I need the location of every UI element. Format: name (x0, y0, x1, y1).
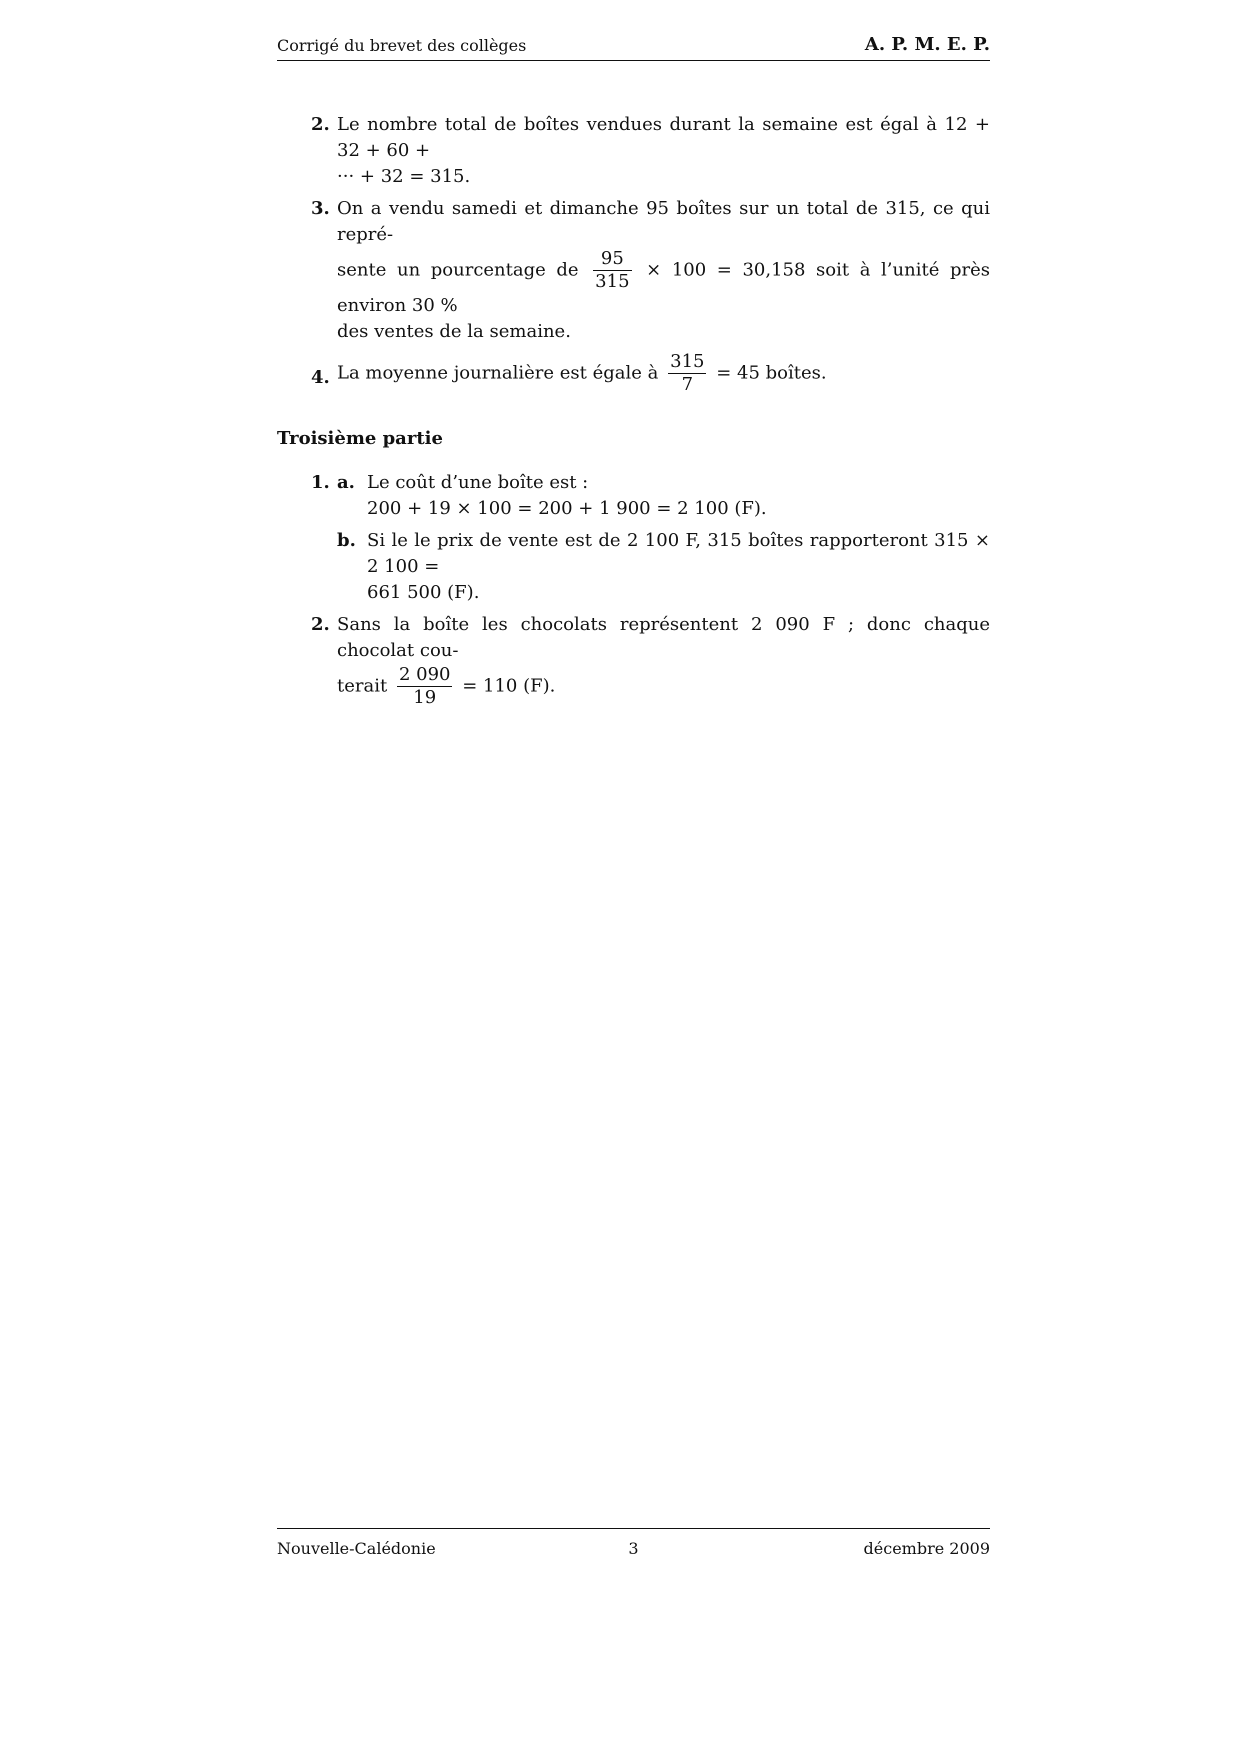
question-2 (277, 612, 990, 709)
item-number: 3. (311, 198, 330, 219)
fraction-numerator: 95 (600, 248, 624, 269)
answer-text-line: On a vendu samedi et dimanche 95 boîtes sur un total de 315, ce qui repré- (337, 198, 990, 245)
page-header (277, 36, 990, 61)
sub-label: a. (337, 472, 355, 493)
answer-text-line: 661 500 (F). (367, 582, 480, 603)
answer-text-line: 200 + 19 × 100 = 200 + 1 900 = 2 100 (F). (367, 498, 767, 519)
answer-text-line: Le nombre total de boîtes vendues durant la semaine est égal à 12 + 32 + 60 + (337, 114, 990, 161)
subquestion-b (337, 528, 990, 606)
page-footer (277, 1528, 990, 1559)
answer-2 (277, 112, 990, 190)
subquestion-a (337, 470, 990, 522)
text-fragment: × 100 = 30,158 soit à l’unité près environ 30 % (337, 259, 990, 316)
footer-location: Nouvelle-Calédonie (277, 1539, 436, 1558)
answer-text-line: Sans la boîte les chocolats représentent 2 090 F ; donc chaque chocolat cou- (337, 614, 990, 661)
section-title: Troisième partie (277, 428, 443, 449)
fraction-numerator: 315 (670, 351, 705, 372)
sub-label: b. (337, 530, 356, 551)
text-fragment: = 45 boîtes. (716, 362, 827, 384)
fraction-denominator: 315 (595, 271, 630, 292)
answer-text-line-fraction (337, 664, 990, 709)
header-apmep: A. P. M. E. P. (864, 34, 990, 55)
question-1 (277, 470, 990, 606)
fraction (668, 351, 706, 396)
answer-text-line: Le coût d’une boîte est : (367, 472, 589, 493)
answer-text-line-fraction (337, 351, 990, 396)
page-content (277, 112, 990, 715)
item-number: 2. (311, 614, 330, 635)
text-fragment: La moyenne journalière est égale à (337, 362, 659, 384)
fraction-denominator: 7 (668, 373, 706, 396)
answer-text-line-fraction (337, 248, 990, 319)
fraction-numerator: 2 090 (398, 664, 451, 685)
item-number: 4. (311, 367, 330, 388)
fraction (397, 664, 453, 709)
fraction (593, 248, 631, 293)
answer-3 (277, 196, 990, 345)
text-fragment: = 110 (F). (462, 675, 556, 697)
fraction-denominator: 19 (397, 686, 453, 709)
answer-text-line: des ventes de la semaine. (337, 321, 571, 342)
text-fragment: sente un pourcentage de (337, 259, 579, 281)
answer-text-line: Si le le prix de vente est de 2 100 F, 315 boîtes rapporteront 315 × 2 100 = (367, 530, 990, 577)
answer-text-line: ··· + 32 = 315. (337, 166, 471, 187)
page-number: 3 (628, 1539, 639, 1558)
header-title: Corrigé du brevet des collèges (277, 36, 527, 55)
text-fragment: terait (337, 675, 388, 697)
item-number: 1. (311, 472, 330, 493)
footer-date: décembre 2009 (863, 1539, 990, 1558)
answer-4 (277, 351, 990, 396)
item-number: 2. (311, 114, 330, 135)
